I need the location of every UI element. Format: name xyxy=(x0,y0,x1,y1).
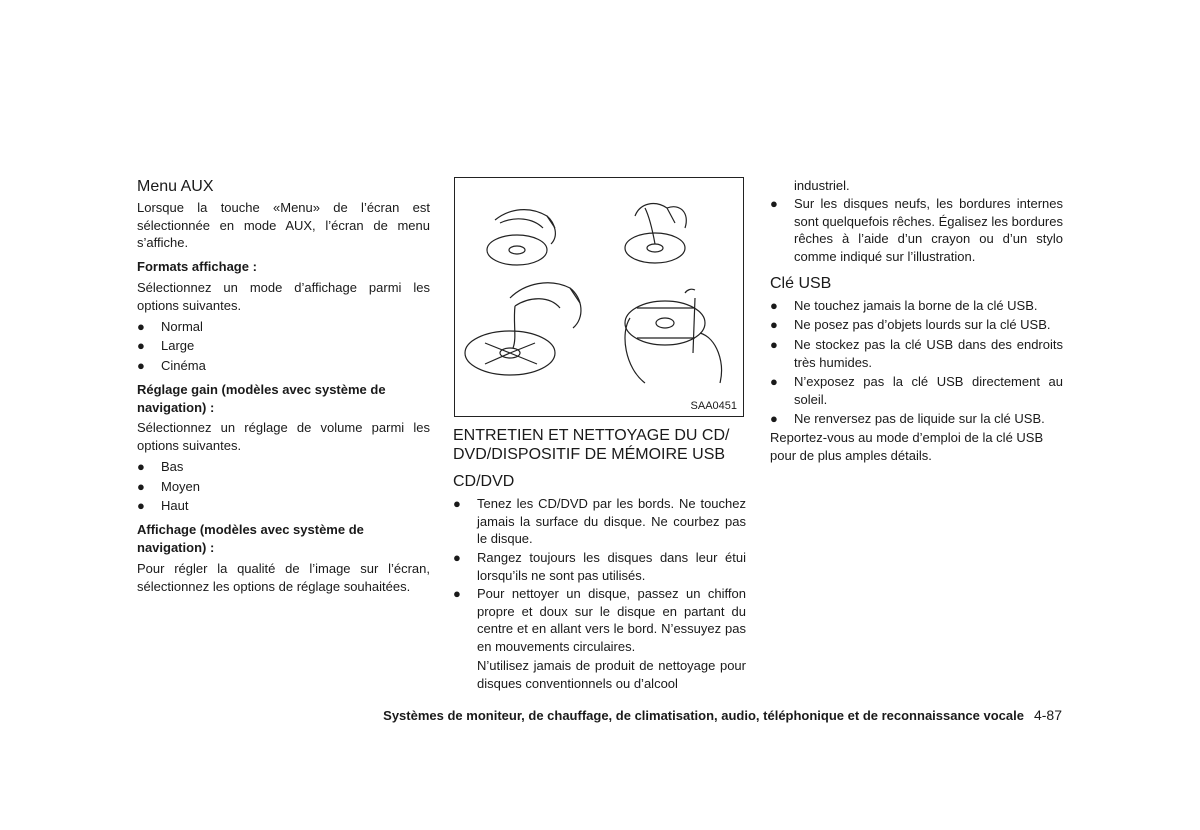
page-number: 4-87 xyxy=(1033,707,1062,723)
list-item: ● Cinéma xyxy=(137,358,206,373)
continuation-text: industriel. xyxy=(794,178,850,193)
menu-aux-intro: Lorsque la touche «Menu» de l’écran est sélectionnée en mode AUX, l’écran de menu s’affiche. xyxy=(137,200,430,250)
cleaning-continuation: N’utilisez jamais de produit de nettoyage pour disques conventionnels ou d’alcool xyxy=(477,658,746,691)
gain-intro: Sélectionnez un réglage de volume parmi les options suivantes. xyxy=(137,420,430,453)
subheading-usb: Clé USB xyxy=(770,275,832,292)
list-item: ● Rangez toujours les disques dans leur étui lorsqu’ils ne sont pas utilisés. xyxy=(453,550,746,583)
list-item: ● Bas xyxy=(137,459,184,474)
bullet-icon: ● xyxy=(770,411,778,426)
list-item: ● Normal xyxy=(137,319,203,334)
bullet-icon: ● xyxy=(453,496,461,511)
bullet-icon: ● xyxy=(770,374,778,389)
list-item: ● Ne stockez pas la clé USB dans des endroits très humides. xyxy=(770,337,1063,370)
list-item: ● Tenez les CD/DVD par les bords. Ne touchez jamais la surface du disque. Ne courbez pas le disque. xyxy=(453,496,746,546)
usb-closing: Reportez-vous au mode d’emploi de la clé USB pour de plus amples détails. xyxy=(770,430,1044,463)
subheading-cd-dvd: CD/DVD xyxy=(453,473,515,490)
formats-intro: Sélectionnez un mode d’affichage parmi les options suivantes. xyxy=(137,280,430,313)
display-title: Affichage (modèles avec système de navigation) : xyxy=(137,522,364,555)
list-item: ● Haut xyxy=(137,498,189,513)
bullet-icon: ● xyxy=(770,337,778,352)
bullet-icon: ● xyxy=(453,586,461,601)
list-item: ● N’exposez pas la clé USB directement au soleil. xyxy=(770,374,1063,407)
disc-illustration-icon xyxy=(455,178,742,415)
list-item: ● Large xyxy=(137,338,195,353)
section-heading-cleaning: ENTRETIEN ET NETTOYAGE DU CD/ DVD/DISPOSITIF DE MÉMOIRE USB xyxy=(453,427,730,463)
bullet-icon: ● xyxy=(770,196,778,211)
bullet-icon: ● xyxy=(770,298,778,313)
disc-handling-illustration xyxy=(454,177,744,417)
footer-title: Systèmes de moniteur, de chauffage, de climatisation, audio, téléphonique et de reconnaissance vocale xyxy=(383,708,1024,723)
figure-label: SAA0451 xyxy=(690,400,737,412)
list-item: ● Ne touchez jamais la borne de la clé USB. xyxy=(770,298,1038,313)
bullet-icon: ● xyxy=(770,317,778,332)
list-item: ● Moyen xyxy=(137,479,201,494)
list-item: ● Sur les disques neufs, les bordures internes sont quelquefois rêches. Égalisez les bordures rêches à l’aide d’un crayon ou d’un stylo comme indiqué sur l’illustration. xyxy=(770,196,1063,264)
list-item: ● Ne posez pas d’objets lourds sur la clé USB. xyxy=(770,317,1051,332)
bullet-icon: ● xyxy=(453,550,461,565)
section-heading-menu-aux: Menu AUX xyxy=(137,178,214,195)
page-footer xyxy=(0,706,1062,725)
list-item: ● Ne renversez pas de liquide sur la clé USB. xyxy=(770,411,1045,426)
list-item: ● Pour nettoyer un disque, passez un chiffon propre et doux sur le disque en partant du centre et en allant vers le bord. N’essuyez pas en mouvements circulaires. xyxy=(453,586,746,654)
display-text: Pour régler la qualité de l’image sur l’écran, sélectionnez les options de réglage souhaitées. xyxy=(137,561,430,594)
gain-title: Réglage gain (modèles avec système de navigation) : xyxy=(137,382,386,415)
formats-title: Formats affichage : xyxy=(137,259,257,274)
